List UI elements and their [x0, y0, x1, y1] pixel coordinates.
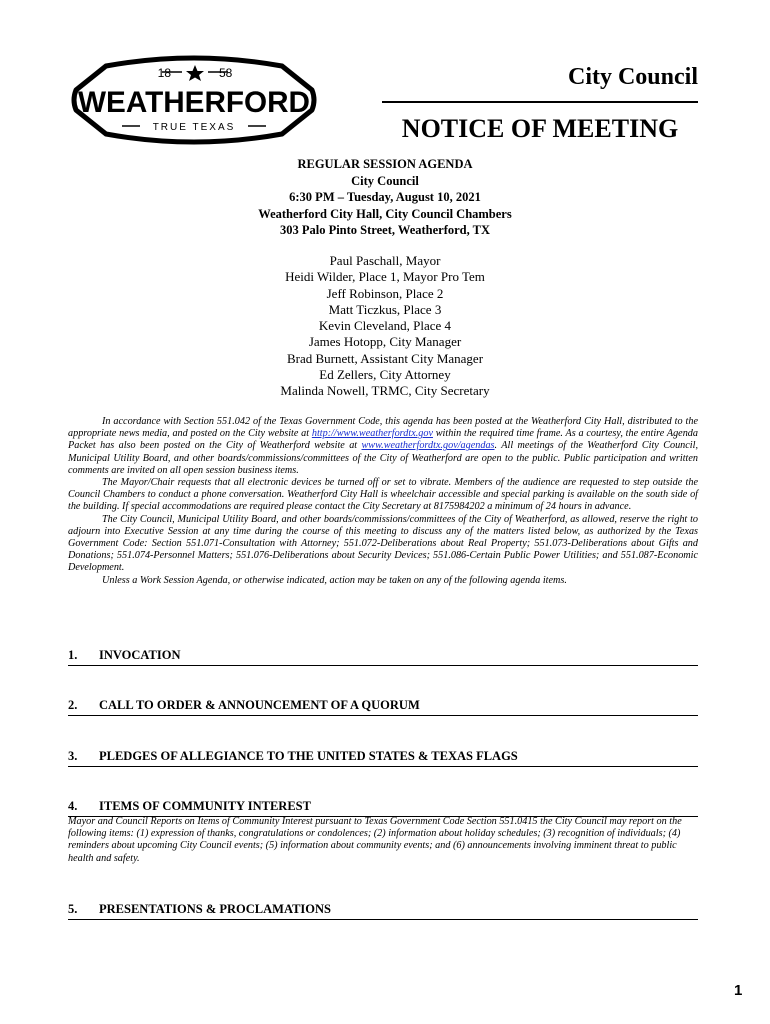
notice-title: NOTICE OF MEETING — [401, 114, 679, 143]
community-interest-description: Mayor and Council Reports on Items of Community Interest pursuant to Texas Government Code Section 551.0415 the City Council may report on the following items: (1) expression of thanks, congratulations or condolences; (2) information about holiday schedules; (3) recognition of individuals; (4) reminders about upcoming City Council events; (5) information about community events; and (6) announcements involving imminent threat to public health and safety. — [68, 816, 682, 864]
notice-paragraph: The Mayor/Chair requests that all electronic devices be turned off or set to vibrate. Members of the audience are requested to step outside the Council Chambers to conduct a phone conversation. Weatherford City Hall is wheelchair accessible and special parking is available on the south side of the building. If special accommodations are required please contact the City Secretary at 8175984202 a minimum of 24 hours in advance. — [68, 477, 698, 513]
agenda-item-pledges — [68, 749, 698, 767]
roster-entry: Jeff Robinson, Place 2 — [326, 285, 444, 301]
agenda-item-community-interest — [68, 799, 698, 817]
posting-notice — [68, 416, 698, 587]
texas-star-icon — [186, 65, 204, 81]
agenda-header — [0, 156, 770, 239]
page-title: City Council — [567, 64, 698, 90]
logo-year-left: 18 — [157, 66, 171, 80]
agenda-header-line: 6:30 PM – Tuesday, August 10, 2021 — [289, 190, 481, 204]
item-number: 2. — [68, 698, 78, 712]
agenda-header-line: Weatherford City Hall, City Council Chambers — [258, 206, 512, 221]
agenda-header-line: City Council — [351, 173, 419, 188]
page-number: 1 — [734, 982, 743, 999]
weatherford-logo — [66, 52, 322, 148]
agenda-item-invocation — [68, 648, 698, 666]
logo-name: WEATHERFORD — [78, 86, 310, 119]
notice-text: within the required time frame. As a courtesy, the entire Agenda Packet has also been posted on the City of Weatherford website at — [68, 428, 698, 452]
item-title: PRESENTATIONS & PROCLAMATIONS — [99, 902, 331, 916]
roster-entry: Matt Ticzkus, Place 3 — [328, 301, 442, 317]
roster-entry: Brad Burnett, Assistant City Manager — [286, 350, 484, 366]
roster-entry: Ed Zellers, City Attorney — [319, 367, 451, 383]
roster-entry: James Hotopp, City Manager — [308, 334, 462, 350]
agenda-header-line: 303 Palo Pinto Street, Weatherford, TX — [279, 223, 491, 237]
item-number: 3. — [68, 749, 78, 763]
item-title: CALL TO ORDER & ANNOUNCEMENT OF A QUORUM — [99, 698, 420, 712]
roster-entry: Malinda Nowell, TRMC, City Secretary — [280, 383, 490, 399]
item-number: 4. — [68, 799, 78, 813]
notice-text: In accordance with Section 551.042 of the Texas Government Code, this agenda has been posted at the Weatherford City Hall, distributed to the appropriate news media, and posted on the City website at — [68, 416, 698, 440]
agenda-item-presentations — [68, 902, 698, 920]
council-roster — [0, 253, 770, 400]
item-title: INVOCATION — [99, 648, 181, 662]
agenda-item-call-to-order — [68, 698, 698, 716]
roster-entry: Paul Paschall, Mayor — [329, 253, 441, 268]
notice-paragraph: Unless a Work Session Agenda, or otherwise indicated, action may be taken on any of the following agenda items. — [102, 574, 567, 586]
item-title: ITEMS OF COMMUNITY INTEREST — [99, 799, 311, 813]
logo-badge-icon — [66, 52, 322, 148]
item-number: 1. — [68, 648, 78, 662]
roster-entry: Kevin Cleveland, Place 4 — [318, 318, 452, 334]
notice-text: . All meetings of the Weatherford City Council, Municipal Utility Board, and other boards/commissions/committees of the City of Weatherford are open to the public. Public participation and written comments are invited on all open session business items. — [68, 440, 699, 476]
header-divider — [382, 101, 698, 103]
logo-tagline: TRUE TEXAS — [152, 122, 236, 133]
notice-paragraph — [68, 416, 698, 477]
agendas-link[interactable]: www.weatherfordtx.gov/agendas — [361, 440, 495, 452]
notice-paragraph: The City Council, Municipal Utility Board, and other boards/commissions/committees of the City of Weatherford, as allowed, reserve the right to adjourn into Executive Session at any time during the course of this meeting to discuss any of the matters listed below, as authorized by the Texas Government Code: Section 551.071-Consultation with Attorney; 551.072-Deliberations about Real Property; 551.073-Deliberations about Gifts and Donations; 551.074-Personnel Matters; 551.076-Deliberations about Security Devices; 551.086-Certain Public Power Utilities; and 551.087-Economic Development. — [68, 513, 698, 574]
item-number: 5. — [68, 902, 78, 916]
roster-entry: Heidi Wilder, Place 1, Mayor Pro Tem — [285, 269, 485, 285]
agenda-header-line: REGULAR SESSION AGENDA — [297, 157, 473, 171]
item-title: PLEDGES OF ALLEGIANCE TO THE UNITED STATES & TEXAS FLAGS — [99, 749, 518, 763]
city-website-link[interactable]: http://www.weatherfordtx.gov — [311, 428, 433, 440]
logo-year-right: 58 — [219, 66, 233, 80]
